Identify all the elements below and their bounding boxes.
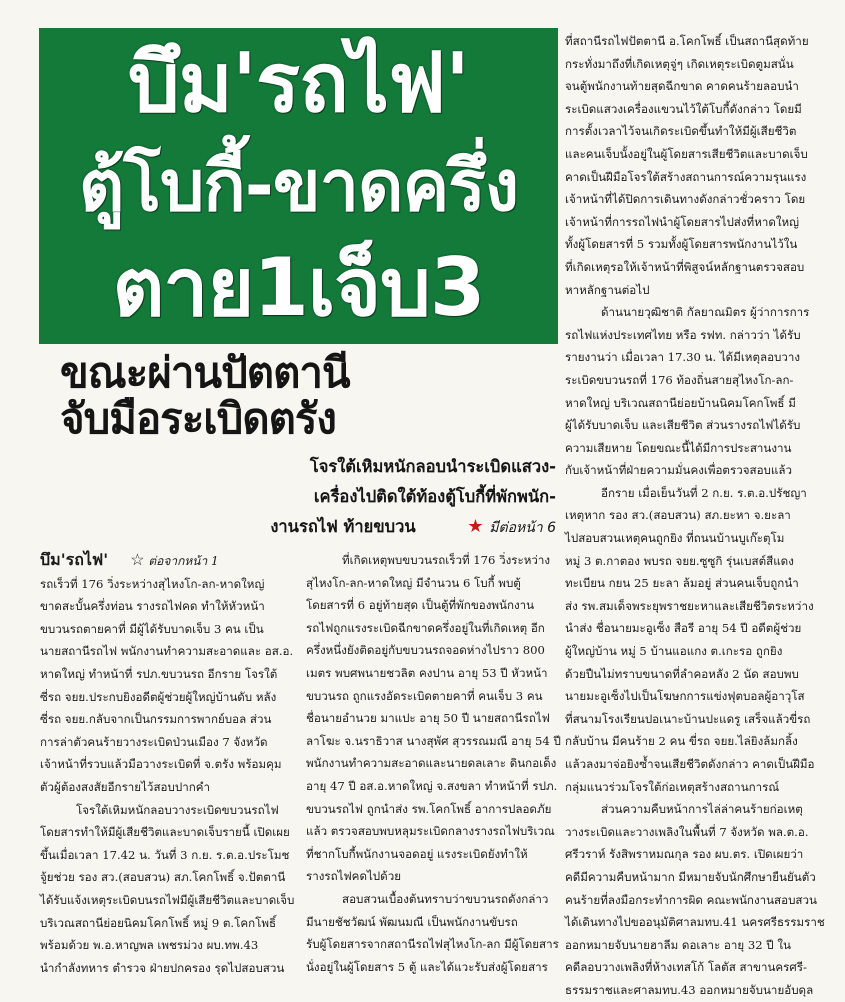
text-line: ขบวนรถตายคาที่ มีผู้ได้รับบาดเจ็บ 3 คน เป็น	[40, 621, 264, 636]
text-line: นั่งอยู่ในผู้โดยสาร 5 ตู้ และได้แวะรับส่งผู้โดยสาร	[306, 959, 548, 974]
text-line: ขบวนรถ ถูกแรงอัดระเบิดตายคาที่ คนเจ็บ 3 คน	[306, 688, 543, 703]
text-line: หาดใหญ่ ทำหน้าที่ รปภ.ขบวนรถ อีกราย โจรใต้	[40, 666, 278, 681]
text-line: คาดเป็นฝีมือโจรใต้สร้างสถานการณ์ความรุนแรง	[565, 169, 807, 184]
text-line: คดีมีความคืบหน้ามาก มีหมายจับนักศึกษายืนยันตัว	[565, 869, 816, 884]
text-line: ระเบิดแสวงเครื่องแขวนไว้ใต้โบกี้ดังกล่าว โดยมี	[565, 101, 802, 116]
article-column-2	[306, 549, 561, 977]
text-line: ที่สนามโรงเรียนปอเนาะบ้านปะแดรู เสร็จแล้วขี่รถ	[565, 711, 811, 726]
column-1-kicker-line	[40, 549, 300, 573]
text-line: การตั้งเวลาไว้จนเกิดระเบิดขึ้นทำให้มีผู้เสียชีวิต	[565, 124, 797, 139]
text-line: เจ้าหน้าที่การรถไฟนำผู้โดยสารไปส่งที่หาดใหญ่	[565, 214, 800, 229]
text-line: เหตุหาก รอง สว.(สอบสวน) สภ.ยะหา จ.ยะลา	[565, 508, 791, 523]
text-line: มีนายชัชวัฒน์ พัฒนมณี เป็นพนักงานขับรถ	[306, 914, 518, 929]
text-line: แล้ว ตรวจสอบพบหลุมระเบิดกลางรางรถไฟบริเวณ	[306, 824, 555, 839]
deck-line-2: เครื่องไปติดใต้ท้องตู้โบกี้ที่พักพนัก-	[313, 487, 556, 506]
text-line: ส่ง รพ.สมเด็จพระยุพราชยะหาและเสียชีวิตระหว่าง	[565, 598, 814, 613]
text-line: รถเร็วที่ 176 วิ่งระหว่างสุไหงโก-ลก-หาดใหญ่	[40, 576, 265, 591]
text-line: เจ้าหน้าที่ได้ปิดการเดินทางดังกล่าวชั่วคราว โดย	[565, 192, 806, 207]
text-line: โจรใต้เหิมหนักลอบวางระเบิดขบวนรถไฟ	[76, 802, 279, 817]
text-line: ได้เดินทางไปขออนุมัติศาลมทบ.41 นครศรีธรรมราช	[565, 915, 825, 930]
text-line: รับผู้โดยสารจากสถานีรถไฟสุไหงโก-ลก มีผู้โดยสาร	[306, 937, 559, 952]
text-line: บริเวณสถานีย่อยนิคมโคกโพธิ์ หมู่ 9 ต.โคกโพธิ์	[40, 915, 277, 930]
text-line: ออกหมายจับนายฮาลีม ดอเลาะ อายุ 32 ปี ใน	[565, 937, 791, 952]
text-line: ผู้ได้รับบาดเจ็บ และเสียชีวิต ส่วนรางรถไฟได้รับ	[565, 418, 801, 433]
text-line: นำส่ง ชื่อนายมะอูเซ็ง สือรี อายุ 54 ปี อดีตผู้ช่วย	[565, 621, 802, 636]
text-line: ส่วนความคืบหน้าการไล่ล่าคนร้ายก่อเหตุ	[601, 802, 803, 817]
subheadline-title-line-2: จับมือระเบิดตรัง	[60, 394, 336, 443]
red-star-icon: ★	[467, 516, 484, 537]
text-line: ลาโฆะ จ.นราธิวาส นางสุพัศ สุวรรณมณี อายุ 54 ปี	[306, 733, 561, 748]
text-line: ที่เกิดเหตุพบขบวนรถเร็วที่ 176 วิ่งระหว่าง	[342, 553, 551, 567]
text-line: พนักงานทำความสะอาดและนายดลเลาะ ดินกอเด็ง	[306, 756, 557, 771]
text-line: วางระเบิดและวางเพลิงในพื้นที่ 7 จังหวัด พล.ต.อ.	[565, 824, 809, 839]
text-line: ศรีวราห์ รังสิพราหมณกุล รอง ผบ.ตร. เปิดเผยว่า	[565, 847, 804, 862]
article-kicker: บึม'รถไฟ'	[40, 550, 109, 569]
article-column-1	[40, 549, 300, 977]
article-column-3	[565, 30, 825, 997]
text-line: พร้อมด้วย พ.อ.หาญพล เพชรม่วง ผบ.ทพ.43	[40, 938, 259, 953]
text-line: ได้รับแจ้งเหตุระเบิดบนรถไฟมีผู้เสียชีวิตและบาดเจ็บ	[40, 892, 295, 907]
continued-from-page: ต่อจากหน้า 1	[148, 554, 219, 568]
text-line: โดยสารที่ 6 อยู่ท้ายสุด เป็นตู้ที่พักของพนักงาน	[306, 598, 535, 613]
text-line: ตัวผู้ต้องสงสัยอีกรายไว้สอบปากคำ	[40, 779, 211, 794]
headline-banner	[39, 28, 558, 344]
text-line: ขบวนรถไฟ ถูกนำส่ง รพ.โคกโพธิ์ อาการปลอดภัย	[306, 801, 552, 816]
text-line: อายุ 47 ปี อส.อ.หาดใหญ่ จ.สงขลา ทำหน้าที่ รปภ.	[306, 778, 558, 793]
text-line: ด้านนายวุฒิชาติ กัลยาณมิตร ผู้ว่าการการ	[601, 305, 810, 320]
text-line: จู้ยช่วย รอง สว.(สอบสวน) สภ.โคกโพธิ์ จ.ปัตตานี	[40, 870, 286, 885]
deck-line-1: โจรใต้เหิมหนักลอบนำระเบิดแสวง-	[309, 457, 556, 476]
continued-on-page: มีต่อหน้า 6	[489, 520, 556, 536]
text-line: หาหลักฐานต่อไป	[565, 282, 650, 297]
text-line: ด้วยปืนไม่ทราบขนาดที่ลำคอหลัง 2 นัด สอบพบ	[565, 666, 799, 681]
text-line: จนตู้พนักงานท้ายสุดฉีกขาด คาดคนร้ายลอบนำ	[565, 79, 799, 94]
text-line: หมู่ 3 ต.กาตอง พบรถ จยย.ซูซูกิ รุ่นเบสต์สีแดง	[565, 553, 794, 568]
text-line: ขาดสะบั้นครึ่งท่อน รางรถไฟคด ทำให้หัวหน้า	[40, 599, 265, 614]
text-line: ชื่อนายอำนวย มาแปะ อายุ 50 ปี นายสถานีรถไฟ	[306, 711, 550, 726]
text-line: โดยสารทำให้มีผู้เสียชีวิตและบาดเจ็บรายนี้ เปิดเผย	[40, 825, 290, 840]
text-line: อีกราย เมื่อเย็นวันที่ 2 ก.ย. ร.ต.อ.ปรัชญา	[601, 485, 807, 500]
text-line: นายสถานีรถไฟ พนักงานทำความสะอาดและ อส.อ.	[40, 644, 294, 659]
subheadline-title	[60, 350, 550, 446]
text-line: กับเจ้าหน้าที่ฝ่ายความมั่นคงเพื่อตรวจสอบแล้ว	[565, 463, 792, 478]
headline-line-3: ตาย1เจ็บ3	[112, 241, 485, 334]
text-line: สุไหงโก-ลก-หาดใหญ่ มีจำนวน 6 โบกี้ พบตู้	[306, 575, 521, 590]
text-line: กลุ่มแนวร่วมโจรใต้ก่อเหตุสร้างสถานการณ์	[565, 779, 780, 794]
deck-line-3-wrap	[44, 512, 556, 543]
text-line: กลับบ้าน มีคนร้าย 2 คน ขี่รถ จยย.ไล่ยิงล้มกลิ้ง	[565, 734, 798, 749]
text-line: รายงานว่า เมื่อเวลา 17.30 น. ได้มีเหตุลอบวาง	[565, 350, 801, 365]
text-line: นายมะอูเซ็งไปเป็นโฆษกการแข่งฟุตบอลผู้อาวุโส	[565, 689, 805, 704]
text-line: ที่สถานีรถไฟปัตตานี อ.โคกโพธิ์ เป็นสถานีสุดท้าย	[565, 34, 809, 48]
text-line: ที่เกิดเหตุรอให้เจ้าหน้าที่พิสูจน์หลักฐานตรวจสอบ	[565, 259, 805, 274]
text-line: กระทั่งมาถึงที่เกิดเหตุจู่ๆ เกิดเหตุระเบิดตูมสนั่น	[565, 56, 794, 71]
text-line: และคนเจ็บนั้งอยู่ในผู้โดยสารเสียชีวิตและบาดเจ็บ	[565, 146, 808, 161]
text-line: แล้วลงมาจ่อยิงซ้ำจนเสียชีวิตดังกล่าว คาดเป็นฝีมือ	[565, 757, 815, 771]
text-line: ซี่รถ จยย.ประกบยิงอดีตผู้ช่วยผู้ใหญ่บ้านดับ หลัง	[40, 689, 277, 704]
subheadline-deck	[44, 452, 556, 544]
text-line: ธรรมราชและศาลมทบ.43 ออกหมายจับนายอับดุล	[565, 982, 814, 997]
deck-line-3: งานรถไฟ ท้ายขบวน	[270, 517, 416, 536]
text-line: การล่าตัวคนร้ายวางระเบิดป่วนเมือง 7 จังหวัด	[40, 734, 268, 749]
headline-line-2: ตู้โบกี้-ขาดครึ่ง	[78, 145, 519, 227]
text-line: ทั้งผู้โดยสารที่ 5 รวมทั้งผู้โดยสารพนักงานไว้ใน	[565, 237, 798, 252]
text-line: ระเบิดขบวนรถที่ 176 ท้องถิ่นสายสุไหงโก-ลก-	[565, 372, 794, 387]
subheadline-title-line-1: ขณะผ่านปัตตานี	[60, 348, 350, 397]
text-line: ทะเบียน กยน 25 ยะลา ล้มอยู่ ส่วนคนเจ็บถูกนำ	[565, 576, 799, 591]
text-line: ขึ้นเมื่อเวลา 17.42 น. วันที่ 3 ก.ย. ร.ต.อ.ประโมช	[40, 847, 290, 862]
text-line: รถไฟถูกแรงระเบิดฉีกขาดครึ่งอยู่ในที่เกิดเหตุ อีก	[306, 620, 545, 635]
text-line: รางรถไฟคดไปด้วย	[306, 869, 401, 884]
text-line: เจ้าหน้าที่รวบแล้วมือวางระเบิดที่ จ.ตรัง พร้อมคุม	[40, 757, 282, 772]
text-line: รถไฟแห่งประเทศไทย หรือ รฟท. กล่าวว่า ได้รับ	[565, 327, 801, 342]
text-line: ซี่รถ จยย.กลับจากเป็นกรรมการพากย์บอล ส่วน	[40, 712, 272, 727]
text-line: ครึ่งหนึ่งยังติดอยู่กับขบวนรถจอดห่างไปราว 800	[306, 643, 545, 658]
text-line: ผู้ใหญ่บ้าน หมู่ 5 บ้านแอแกง ต.เกะรอ ถูกยิง	[565, 644, 783, 659]
text-line: หาดใหญ่ บริเวณสถานีย่อยบ้านนิคมโคกโพธิ์ มี	[565, 395, 796, 410]
text-line: ไปสอบสวนเหตุคนถูกยิง ที่ถนนบ้านบูเก๊ะตุโม	[565, 531, 785, 546]
text-line: ที่ชากโบกี้พนักงานจอดอยู่ แรงระเบิดยังทำให้	[306, 846, 528, 861]
text-line: สอบสวนเบื้องต้นทราบว่าขบวนรถดังกล่าว	[342, 891, 549, 906]
text-line: เมตร พบศพนายชวลิต คงปาน อายุ 53 ปี หัวหน้า	[306, 665, 548, 680]
outline-star-icon: ☆	[130, 550, 145, 569]
text-line: คนร้ายที่ลงมือกระทำการผิด คณะพนักงานสอบสวน	[565, 892, 817, 907]
text-line: นำกำลังทหาร ตำรวจ ฝ่ายปกครอง รุดไปสอบสวน	[40, 960, 285, 975]
text-line: คดีลอบวางเพลิงที่ห้างเทสโก้ โลตัส สาขานครศรี-	[565, 960, 807, 975]
headline-line-1: บึม'รถไฟ'	[127, 36, 470, 131]
text-line: ความเสียหาย โดยขณะนี้ได้มีการประสานงาน	[565, 440, 792, 455]
